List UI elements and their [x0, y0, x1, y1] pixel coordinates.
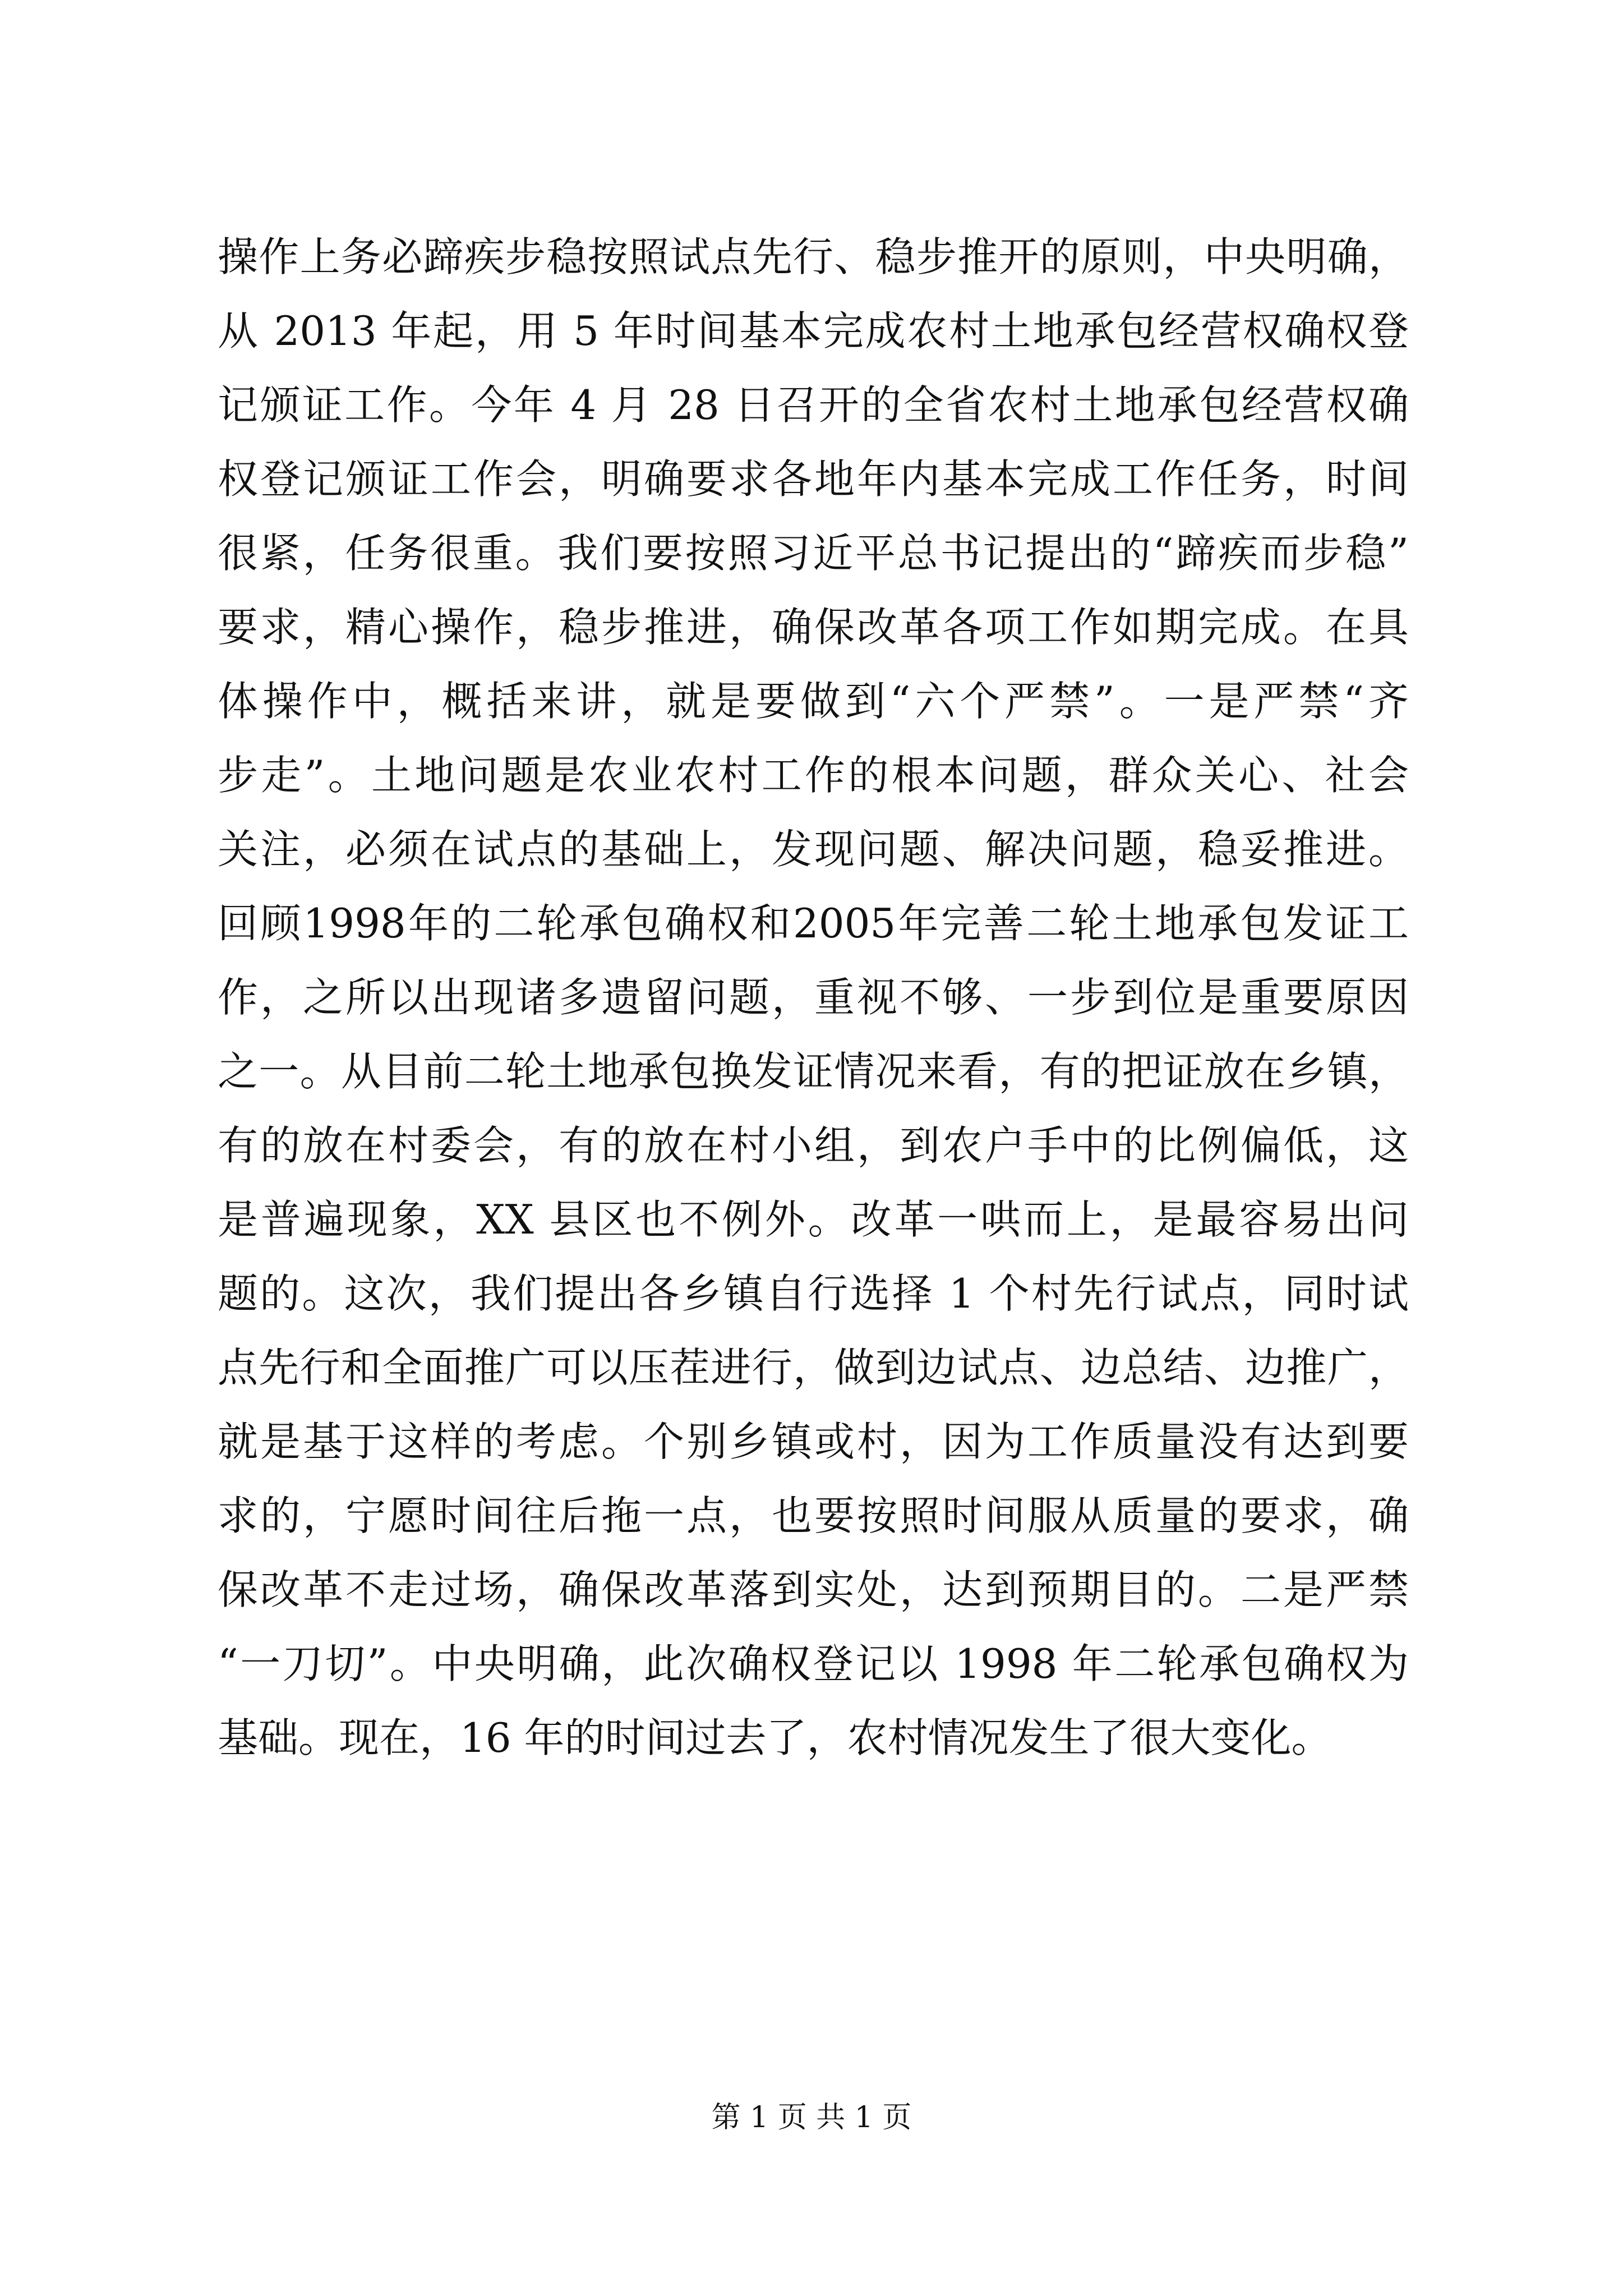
- text-line: 步走”。土地问题是农业农村工作的根本问题，群众关心、社会: [218, 752, 1409, 799]
- text-line: 之一。从目前二轮土地承包换发证情况来看，有的把证放在乡镇，: [218, 1048, 1409, 1095]
- text-line: 从 2013 年起，用 5 年时间基本完成农村土地承包经营权确权登: [218, 307, 1409, 355]
- text-line: 关注，必须在试点的基础上，发现问题、解决问题，稳妥推进。: [218, 826, 1409, 873]
- text-line: 记颁证工作。今年 4 月 28 日召开的全省农村土地承包经营权确: [218, 381, 1409, 429]
- text-line: 有的放在村委会，有的放在村小组，到农户手中的比例偏低，这: [218, 1122, 1409, 1169]
- text-line: “一刀切”。中央明确，此次确权登记以 1998 年二轮承包确权为: [218, 1640, 1409, 1687]
- text-line: 是普遍现象，XX 县区也不例外。改革一哄而上，是最容易出问: [218, 1196, 1409, 1243]
- text-line: 回顾1998年的二轮承包确权和2005年完善二轮土地承包发证工: [218, 900, 1409, 947]
- text-line: 体操作中，概括来讲，就是要做到“六个严禁”。一是严禁“齐: [218, 678, 1409, 725]
- text-line: 就是基于这样的考虑。个别乡镇或村，因为工作质量没有达到要: [218, 1418, 1409, 1465]
- text-line: 权登记颁证工作会，明确要求各地年内基本完成工作任务，时间: [218, 455, 1409, 503]
- text-line: 基础。现在，16 年的时间过去了，农村情况发生了很大变化。: [218, 1714, 1332, 1761]
- page-number: 第 1 页 共 1 页: [711, 2101, 912, 2134]
- text-line: 要求，精心操作，稳步推进，确保改革各项工作如期完成。在具: [218, 604, 1409, 651]
- text-line: 作，之所以出现诸多遗留问题，重视不够、一步到位是重要原因: [218, 974, 1409, 1021]
- text-line: 点先行和全面推广可以压茬进行，做到边试点、边总结、边推广，: [218, 1344, 1409, 1391]
- text-line: 题的。这次，我们提出各乡镇自行选择 1 个村先行试点，同时试: [218, 1270, 1409, 1317]
- text-line: 求的，宁愿时间往后拖一点，也要按照时间服从质量的要求，确: [218, 1492, 1409, 1539]
- page-footer: [0, 2098, 1623, 2137]
- text-line: 保改革不走过场，确保改革落到实处，达到预期目的。二是严禁: [218, 1566, 1409, 1613]
- text-line: 操作上务必蹄疾步稳按照试点先行、稳步推开的原则，中央明确，: [218, 233, 1409, 280]
- text-line: 很紧，任务很重。我们要按照习近平总书记提出的“蹄疾而步稳”: [218, 530, 1409, 577]
- body-paragraph: [218, 220, 1409, 1775]
